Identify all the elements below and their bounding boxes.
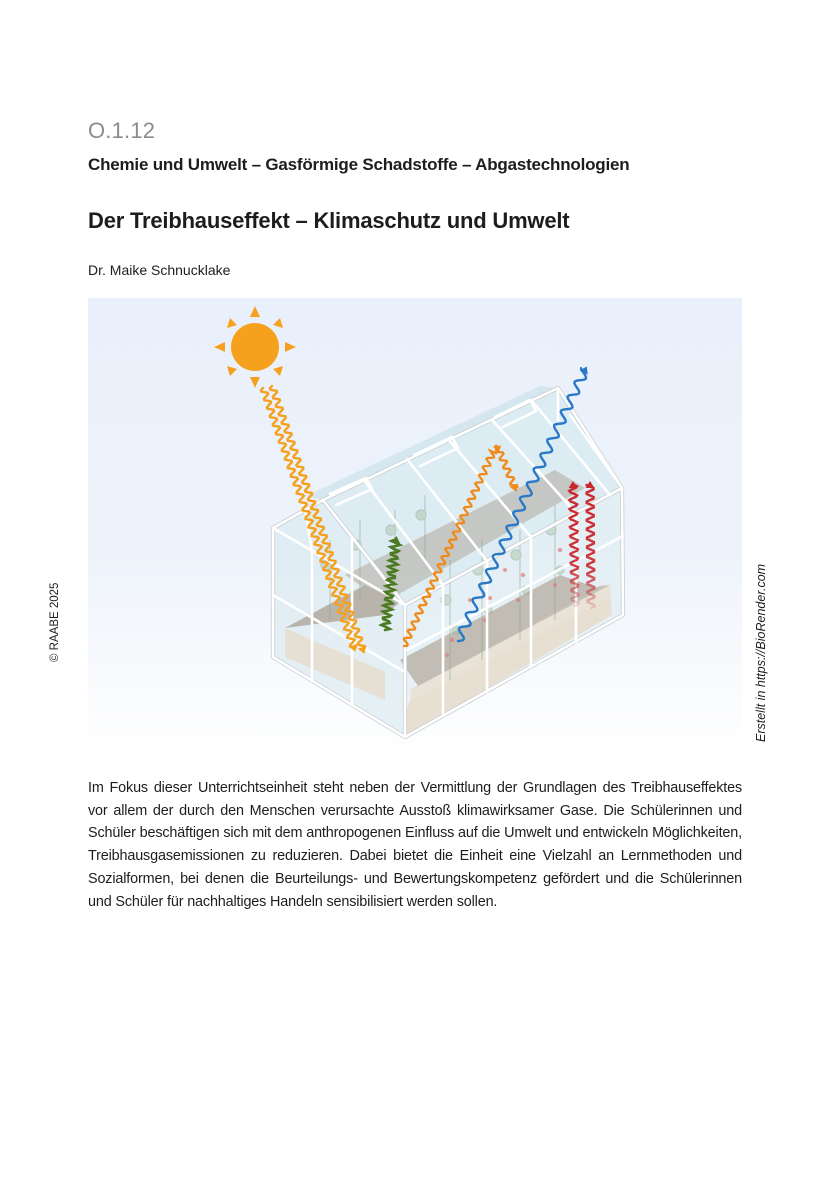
greenhouse-figure	[88, 298, 742, 756]
series-title: Chemie und Umwelt – Gasförmige Schadstoffe – Abgastechnologien	[88, 155, 630, 174]
abstract-text: Im Fokus dieser Unterrichtseinheit steht neben der Vermittlung der Grundlagen des Treibhauseffektes vor allem der durch den Menschen verursachte Ausstoß klimawirksamer Gase. Die Schülerinnen und Schüler beschäftigen sich mit dem anthropogenen Einfluss auf die Umwelt und entwickeln Möglichkeiten, Treibhausgasemissionen zu reduzieren. Dabei bietet die Einheit eine Vielzahl an Lernmethoden und Sozialformen, bei denen die Beurteilungs- und Bewertungskompetenz gefördert und die Schülerinnen und Schüler für nachhaltiges Handeln sensibilisiert werden sollen.	[88, 780, 742, 910]
figure-credit: Erstellt in https://BioRender.com	[754, 563, 768, 742]
page-title: Der Treibhauseffekt – Klimaschutz und Umwelt	[88, 208, 570, 233]
copyright-notice: © RAABE 2025	[49, 582, 61, 662]
unit-code: O.1.12	[88, 118, 156, 143]
author: Dr. Maike Schnucklake	[88, 262, 231, 278]
